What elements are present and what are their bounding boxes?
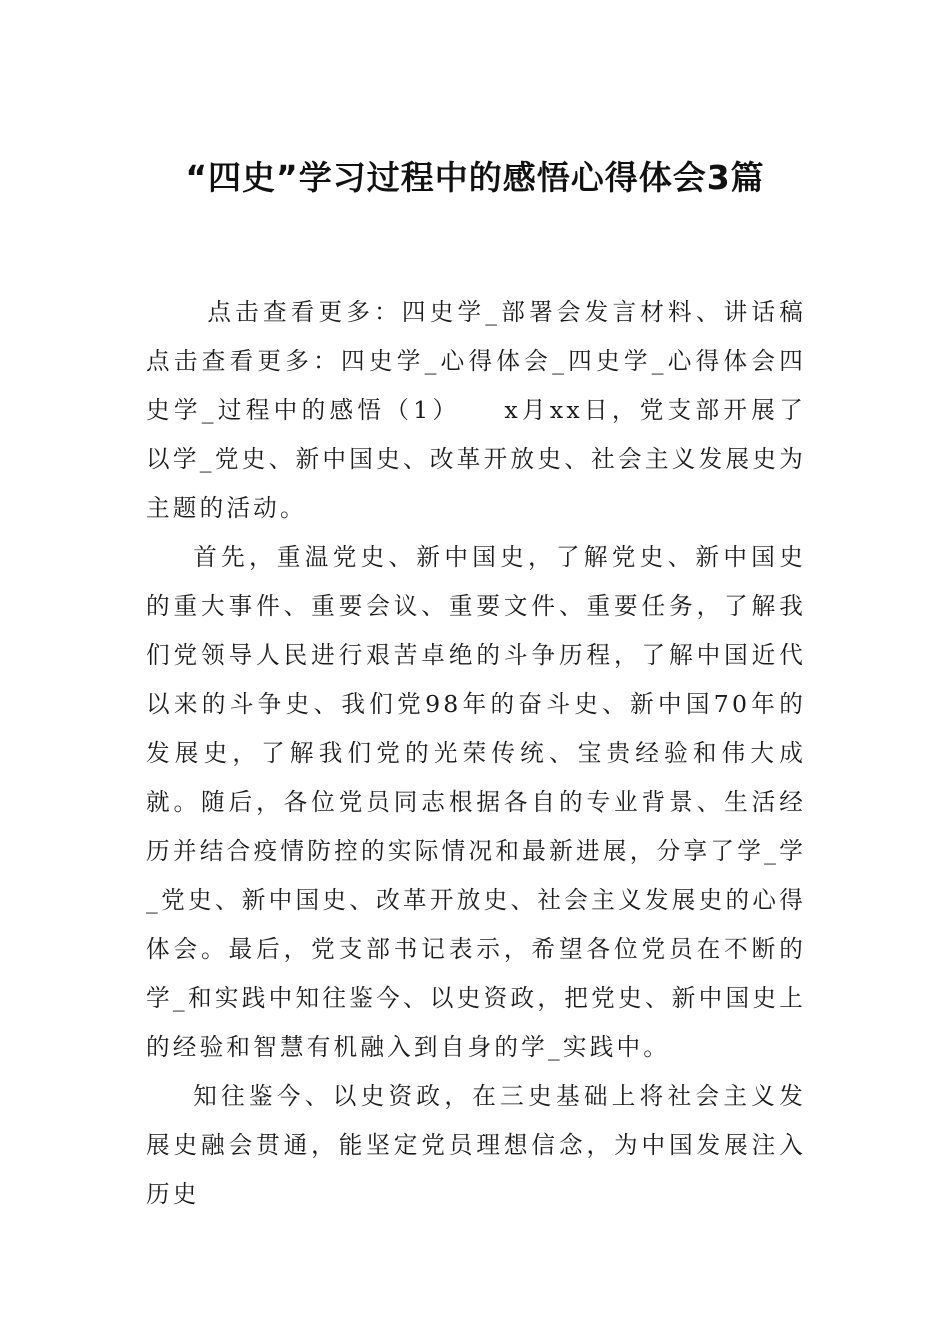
document-title: “四史”学习过程中的感悟心得体会3篇 [185, 158, 765, 197]
paragraph-intro: 点击查看更多：四史学_部署会发言材料、讲话稿点击查看更多：四史学_心得体会_四史学_心得体会四史学_过程中的感悟（1） x月xx日，党支部开展了以学_党史、新中国史、改革开放史、社会主义发展史为主题的活动。 [146, 298, 806, 522]
document-body [146, 288, 806, 1219]
paragraph-activity: 首先，重温党史、新中国史，了解党史、新中国史的重大事件、重要会议、重要文件、重要任务，了解我们党领导人民进行艰苦卓绝的斗争历程，了解中国近代以来的斗争史、我们党98年的奋斗史、新中国70年的发展史，了解我们党的光荣传统、宝贵经验和伟大成就。随后，各位党员同志根据各自的专业背景、生活经历并结合疫情防控的实际情况和最新进展，分享了学_学_党史、新中国史、改革开放史、社会主义发展史的心得体会。最后，党支部书记表示，希望各位党员在不断的学_和实践中知往鉴今、以史资政，把党史、新中国史上的经验和智慧有机融入到自身的学_实践中。 [146, 543, 806, 1061]
paragraph-reflection: 知往鉴今、以史资政，在三史基础上将社会主义发展史融会贯通，能坚定党员理想信念，为中国发展注入历史 [146, 1082, 806, 1208]
